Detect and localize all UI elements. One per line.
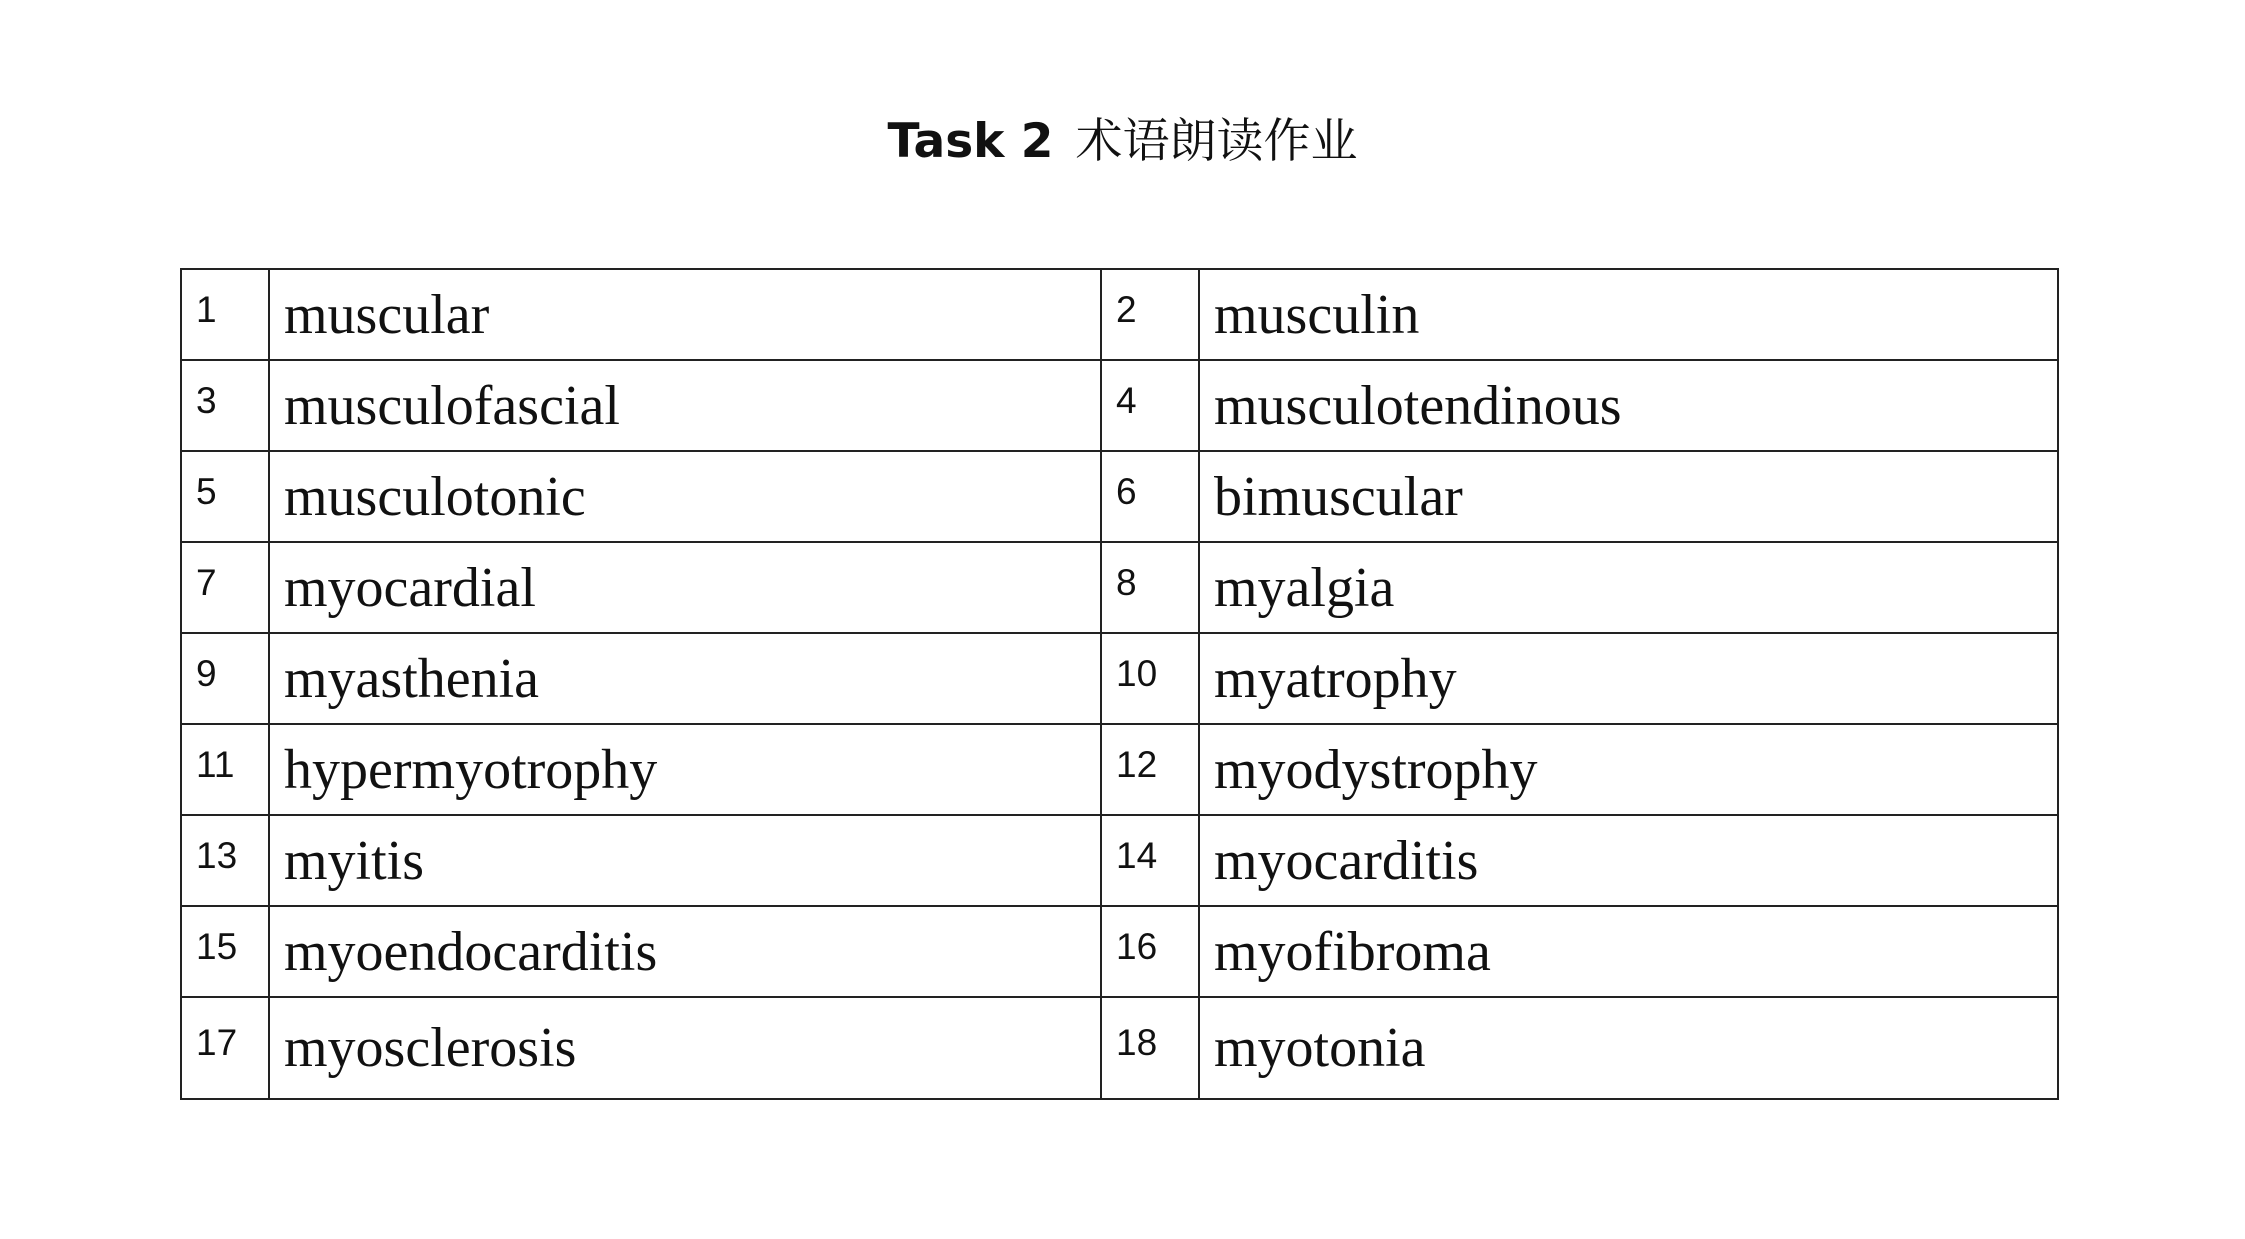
term-number: 16 <box>1101 906 1199 997</box>
table-row <box>181 269 2058 360</box>
term-number: 3 <box>181 360 269 451</box>
term-word: myalgia <box>1199 542 2058 633</box>
term-number: 9 <box>181 633 269 724</box>
term-number: 14 <box>1101 815 1199 906</box>
term-number: 2 <box>1101 269 1199 360</box>
term-table <box>180 268 2059 1100</box>
term-word: bimuscular <box>1199 451 2058 542</box>
term-word: myotonia <box>1199 997 2058 1099</box>
table-row <box>181 360 2058 451</box>
table-row <box>181 724 2058 815</box>
term-number: 7 <box>181 542 269 633</box>
term-word: musculin <box>1199 269 2058 360</box>
term-word: myasthenia <box>269 633 1101 724</box>
term-number: 11 <box>181 724 269 815</box>
term-word: myofibroma <box>1199 906 2058 997</box>
term-number: 1 <box>181 269 269 360</box>
term-number: 18 <box>1101 997 1199 1099</box>
term-number: 6 <box>1101 451 1199 542</box>
term-word: myodystrophy <box>1199 724 2058 815</box>
term-number: 10 <box>1101 633 1199 724</box>
term-word: muscular <box>269 269 1101 360</box>
term-word: hypermyotrophy <box>269 724 1101 815</box>
term-number: 4 <box>1101 360 1199 451</box>
term-number: 15 <box>181 906 269 997</box>
term-number: 17 <box>181 997 269 1099</box>
task-subtitle: 术语朗读作业 <box>1075 114 1358 169</box>
page-title <box>0 108 2245 176</box>
term-word: myoendocarditis <box>269 906 1101 997</box>
term-word: musculotonic <box>269 451 1101 542</box>
term-word: myitis <box>269 815 1101 906</box>
term-word: myatrophy <box>1199 633 2058 724</box>
task-label: Task 2 <box>887 114 1054 169</box>
term-number: 12 <box>1101 724 1199 815</box>
term-number: 5 <box>181 451 269 542</box>
term-word: myocardial <box>269 542 1101 633</box>
table-row <box>181 815 2058 906</box>
term-word: myosclerosis <box>269 997 1101 1099</box>
table-row <box>181 906 2058 997</box>
term-number: 13 <box>181 815 269 906</box>
table-row <box>181 997 2058 1099</box>
term-word: myocarditis <box>1199 815 2058 906</box>
table-row <box>181 451 2058 542</box>
table-row <box>181 542 2058 633</box>
term-number: 8 <box>1101 542 1199 633</box>
table-row <box>181 633 2058 724</box>
term-word: musculotendinous <box>1199 360 2058 451</box>
term-word: musculofascial <box>269 360 1101 451</box>
